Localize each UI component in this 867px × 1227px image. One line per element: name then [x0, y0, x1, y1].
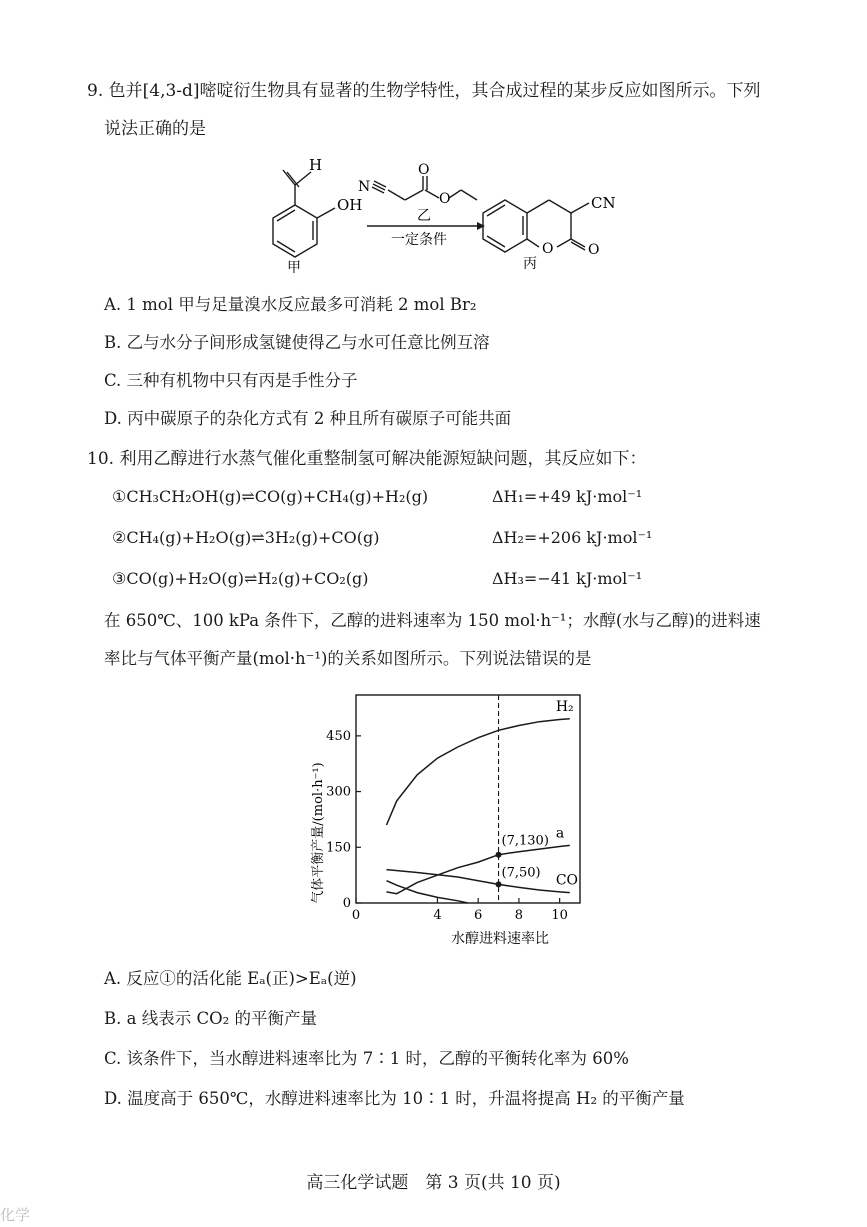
- chart-x-axis-label: 水醇进料速率比: [451, 931, 549, 947]
- plot-frame: [356, 695, 580, 903]
- reaction-1-equation: ①CH₃CH₂OH(g)⇌CO(g)+CH₄(g)+H₂(g): [112, 487, 429, 506]
- reagent-ester-o: O: [439, 191, 451, 207]
- q10-option-a: A. 反应①的活化能 Eₐ(正)>Eₐ(逆): [104, 969, 357, 988]
- q9-stem-line2: 说法正确的是: [104, 119, 206, 139]
- series-line-a: [387, 845, 570, 893]
- reaction-scheme: [255, 150, 635, 275]
- x-tick-label: 4: [433, 908, 442, 923]
- aldehyde-h: H: [309, 156, 323, 174]
- annotation-point: [496, 852, 502, 858]
- series-line-co: [387, 870, 570, 893]
- q9-option-a: A. 1 mol 甲与足量溴水反应最多可消耗 2 mol Br₂: [104, 295, 477, 314]
- y-tick-label: 450: [326, 728, 351, 744]
- y-tick-label: 150: [326, 840, 351, 856]
- annotation-label: (7,50): [501, 865, 541, 881]
- x-tick-label: 8: [514, 908, 524, 923]
- x-tick-label: 0: [351, 908, 361, 923]
- series-label-h: H₂: [555, 698, 574, 715]
- q9-option-d: D. 丙中碳原子的杂化方式有 2 种且所有碳原子可能共面: [104, 409, 512, 428]
- arrow-head: [477, 222, 485, 230]
- reagent-structure: [372, 176, 477, 200]
- reaction-1-enthalpy: ΔH₁=+49 kJ·mol⁻¹: [492, 487, 643, 506]
- series-label-co: CO: [555, 872, 579, 889]
- reactant-structure: [273, 170, 335, 257]
- product-carbonyl-o: O: [588, 242, 600, 258]
- page-footer: 高三化学试题 第 3 页(共 10 页): [306, 1173, 561, 1193]
- reactant-label: 甲: [287, 260, 301, 275]
- q10-option-b: B. a 线表示 CO₂ 的平衡产量: [104, 1009, 317, 1028]
- x-tick-label: 10: [551, 908, 568, 923]
- product-structure: [483, 200, 589, 252]
- q10-stem: 10. 利用乙醇进行水蒸气催化重整制氢可解决能源短缺问题，其反应如下：: [87, 449, 647, 469]
- series-label-a: a: [555, 825, 565, 842]
- reaction-3-equation: ③CO(g)+H₂O(g)⇌H₂(g)+CO₂(g): [112, 569, 369, 588]
- product-cn: CN: [591, 194, 616, 212]
- annotation-point: [496, 881, 502, 887]
- yield-chart: [300, 685, 600, 950]
- q9-stem-line1: 9. 色并[4,3-d]嘧啶衍生物具有显著的生物学特性，其合成过程的某步反应如图所示。下列: [87, 81, 761, 101]
- q9-option-c: C. 三种有机物中只有丙是手性分子: [104, 371, 358, 390]
- x-tick-label: 6: [474, 908, 483, 923]
- reaction-condition: 一定条件: [391, 232, 447, 248]
- reaction-2-enthalpy: ΔH₂=+206 kJ·mol⁻¹: [492, 528, 653, 547]
- product-ring-o: O: [542, 241, 554, 257]
- product-label: 丙: [523, 256, 537, 272]
- reaction-3-enthalpy: ΔH₃=−41 kJ·mol⁻¹: [492, 569, 643, 588]
- series-line-h: [387, 719, 570, 825]
- y-tick-label: 300: [326, 784, 351, 800]
- watermark: 化学: [0, 1206, 31, 1224]
- hydroxyl-group: OH: [337, 196, 363, 214]
- q10-option-d: D. 温度高于 650℃，水醇进料速率比为 10∶1 时，升温将提高 H₂ 的平衡产量: [104, 1089, 685, 1108]
- y-tick-label: 0: [342, 896, 351, 911]
- reaction-2-equation: ②CH₄(g)+H₂O(g)⇌3H₂(g)+CO(g): [112, 528, 380, 547]
- q10-option-c: C. 该条件下，当水醇进料速率比为 7∶1 时，乙醇的平衡转化率为 60%: [104, 1049, 629, 1068]
- q9-option-b: B. 乙与水分子间形成氢键使得乙与水可任意比例互溶: [104, 333, 490, 352]
- q10-condition-line2: 率比与气体平衡产量(mol·h⁻¹)的关系如图所示。下列说法错误的是: [104, 649, 592, 668]
- q10-condition-line1: 在 650℃、100 kPa 条件下，乙醇的进料速率为 150 mol·h⁻¹；水醇(水与乙醇)的进料速: [104, 611, 761, 630]
- reagent-n: N: [358, 179, 371, 195]
- reagent-carbonyl-o: O: [418, 162, 430, 178]
- chart-y-axis-label: 气体平衡产量/(mol·h⁻¹): [311, 762, 326, 904]
- reagent-label: 乙: [417, 208, 431, 224]
- annotation-label: (7,130): [501, 833, 549, 849]
